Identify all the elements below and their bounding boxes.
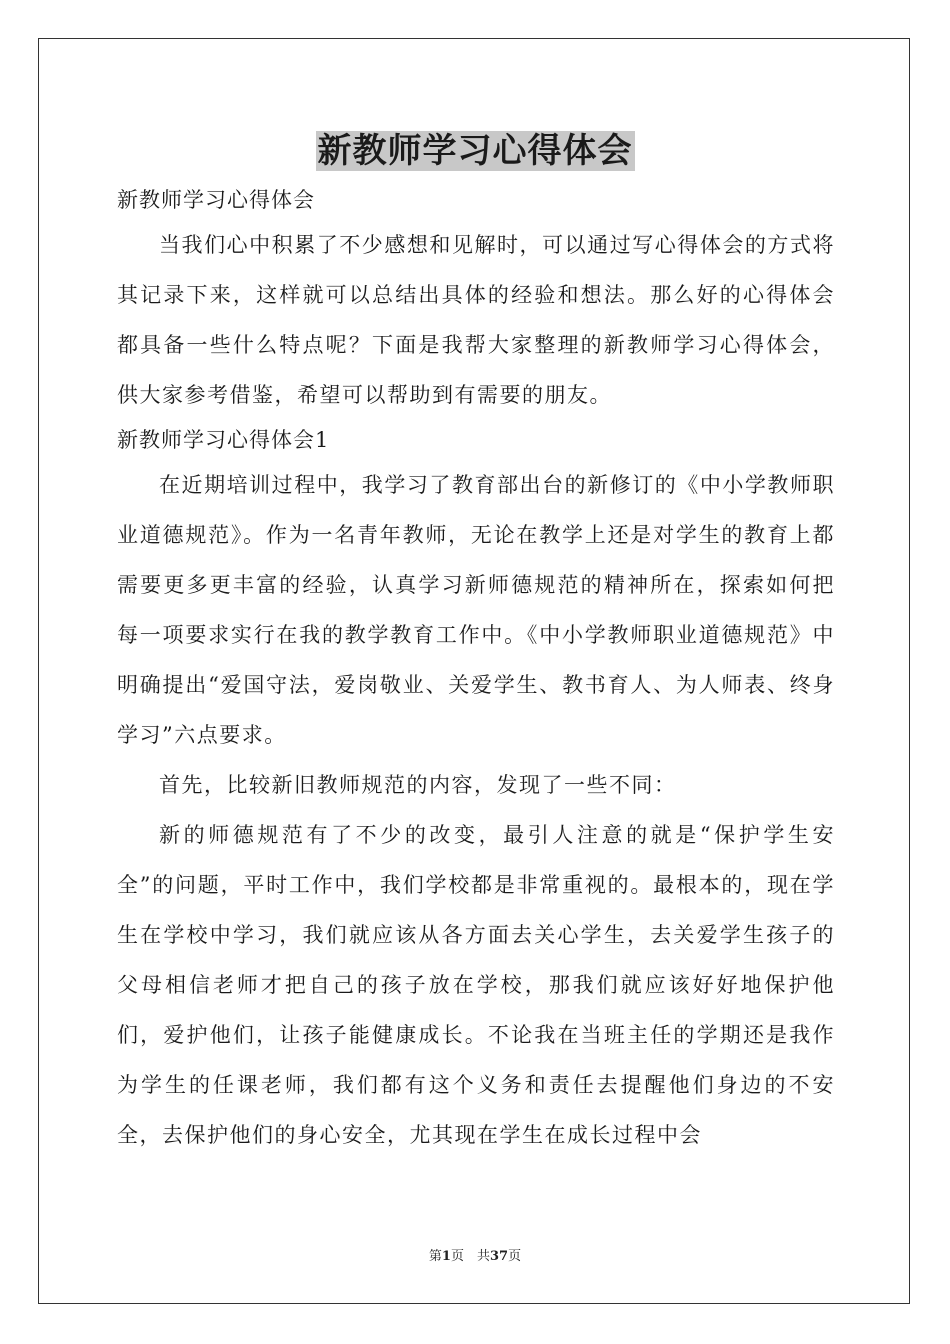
total-pages: 37 <box>489 1249 509 1264</box>
intro-paragraph: 当我们心中积累了不少感想和见解时，可以通过写心得体会的方式将其记录下来，这样就可以总结出具体的经验和想法。那么好的心得体会都具备一些什么特点呢？下面是我帮大家整理的新教师学习心得体会，供大家参考借鉴，希望可以帮助到有需要的朋友。 <box>117 233 835 407</box>
page-label-prefix: 第 <box>428 1249 442 1264</box>
body-paragraph-1: 在近期培训过程中，我学习了教育部出台的新修订的《中小学教师职业道德规范》。作为一名青年教师，无论在教学上还是对学生的教育上都需要更多更丰富的经验，认真学习新师德规范的精神所在，探索如何把每一项要求实行在我的教学教育工作中。《中小学教师职业道德规范》中明确提出“爱国守法，爱岗敬业、关爱学生、教书育人、为人师表、终身学习”六点要求。 <box>117 473 835 747</box>
body-paragraph-2: 首先，比较新旧教师规范的内容，发现了一些不同： <box>159 773 677 797</box>
page-label-suffix: 页 <box>508 1249 522 1264</box>
document-title <box>0 128 950 174</box>
page-label-mid: 页 共 <box>450 1249 490 1264</box>
page-number: 1 <box>441 1249 451 1264</box>
document-title-text: 新教师学习心得体会 <box>317 131 633 171</box>
document-body <box>117 180 835 1160</box>
section-heading: 新教师学习心得体会1 <box>117 428 330 452</box>
body-paragraph-3: 新的师德规范有了不少的改变，最引人注意的就是“保护学生安全”的问题，平时工作中，我们学校都是非常重视的。最根本的，现在学生在学校中学习，我们就应该从各方面去关心学生，去关爱学生孩子的父母相信老师才把自己的孩子放在学校，那我们就应该好好地保护他们，爱护他们，让孩子能健康成长。不论我在当班主任的学期还是我作为学生的任课老师，我们都有这个义务和责任去提醒他们身边的不安全，去保护他们的身心安全，尤其现在学生在成长过程中会 <box>117 823 835 1147</box>
document-subtitle: 新教师学习心得体会 <box>117 188 315 212</box>
page-footer <box>0 1248 950 1266</box>
